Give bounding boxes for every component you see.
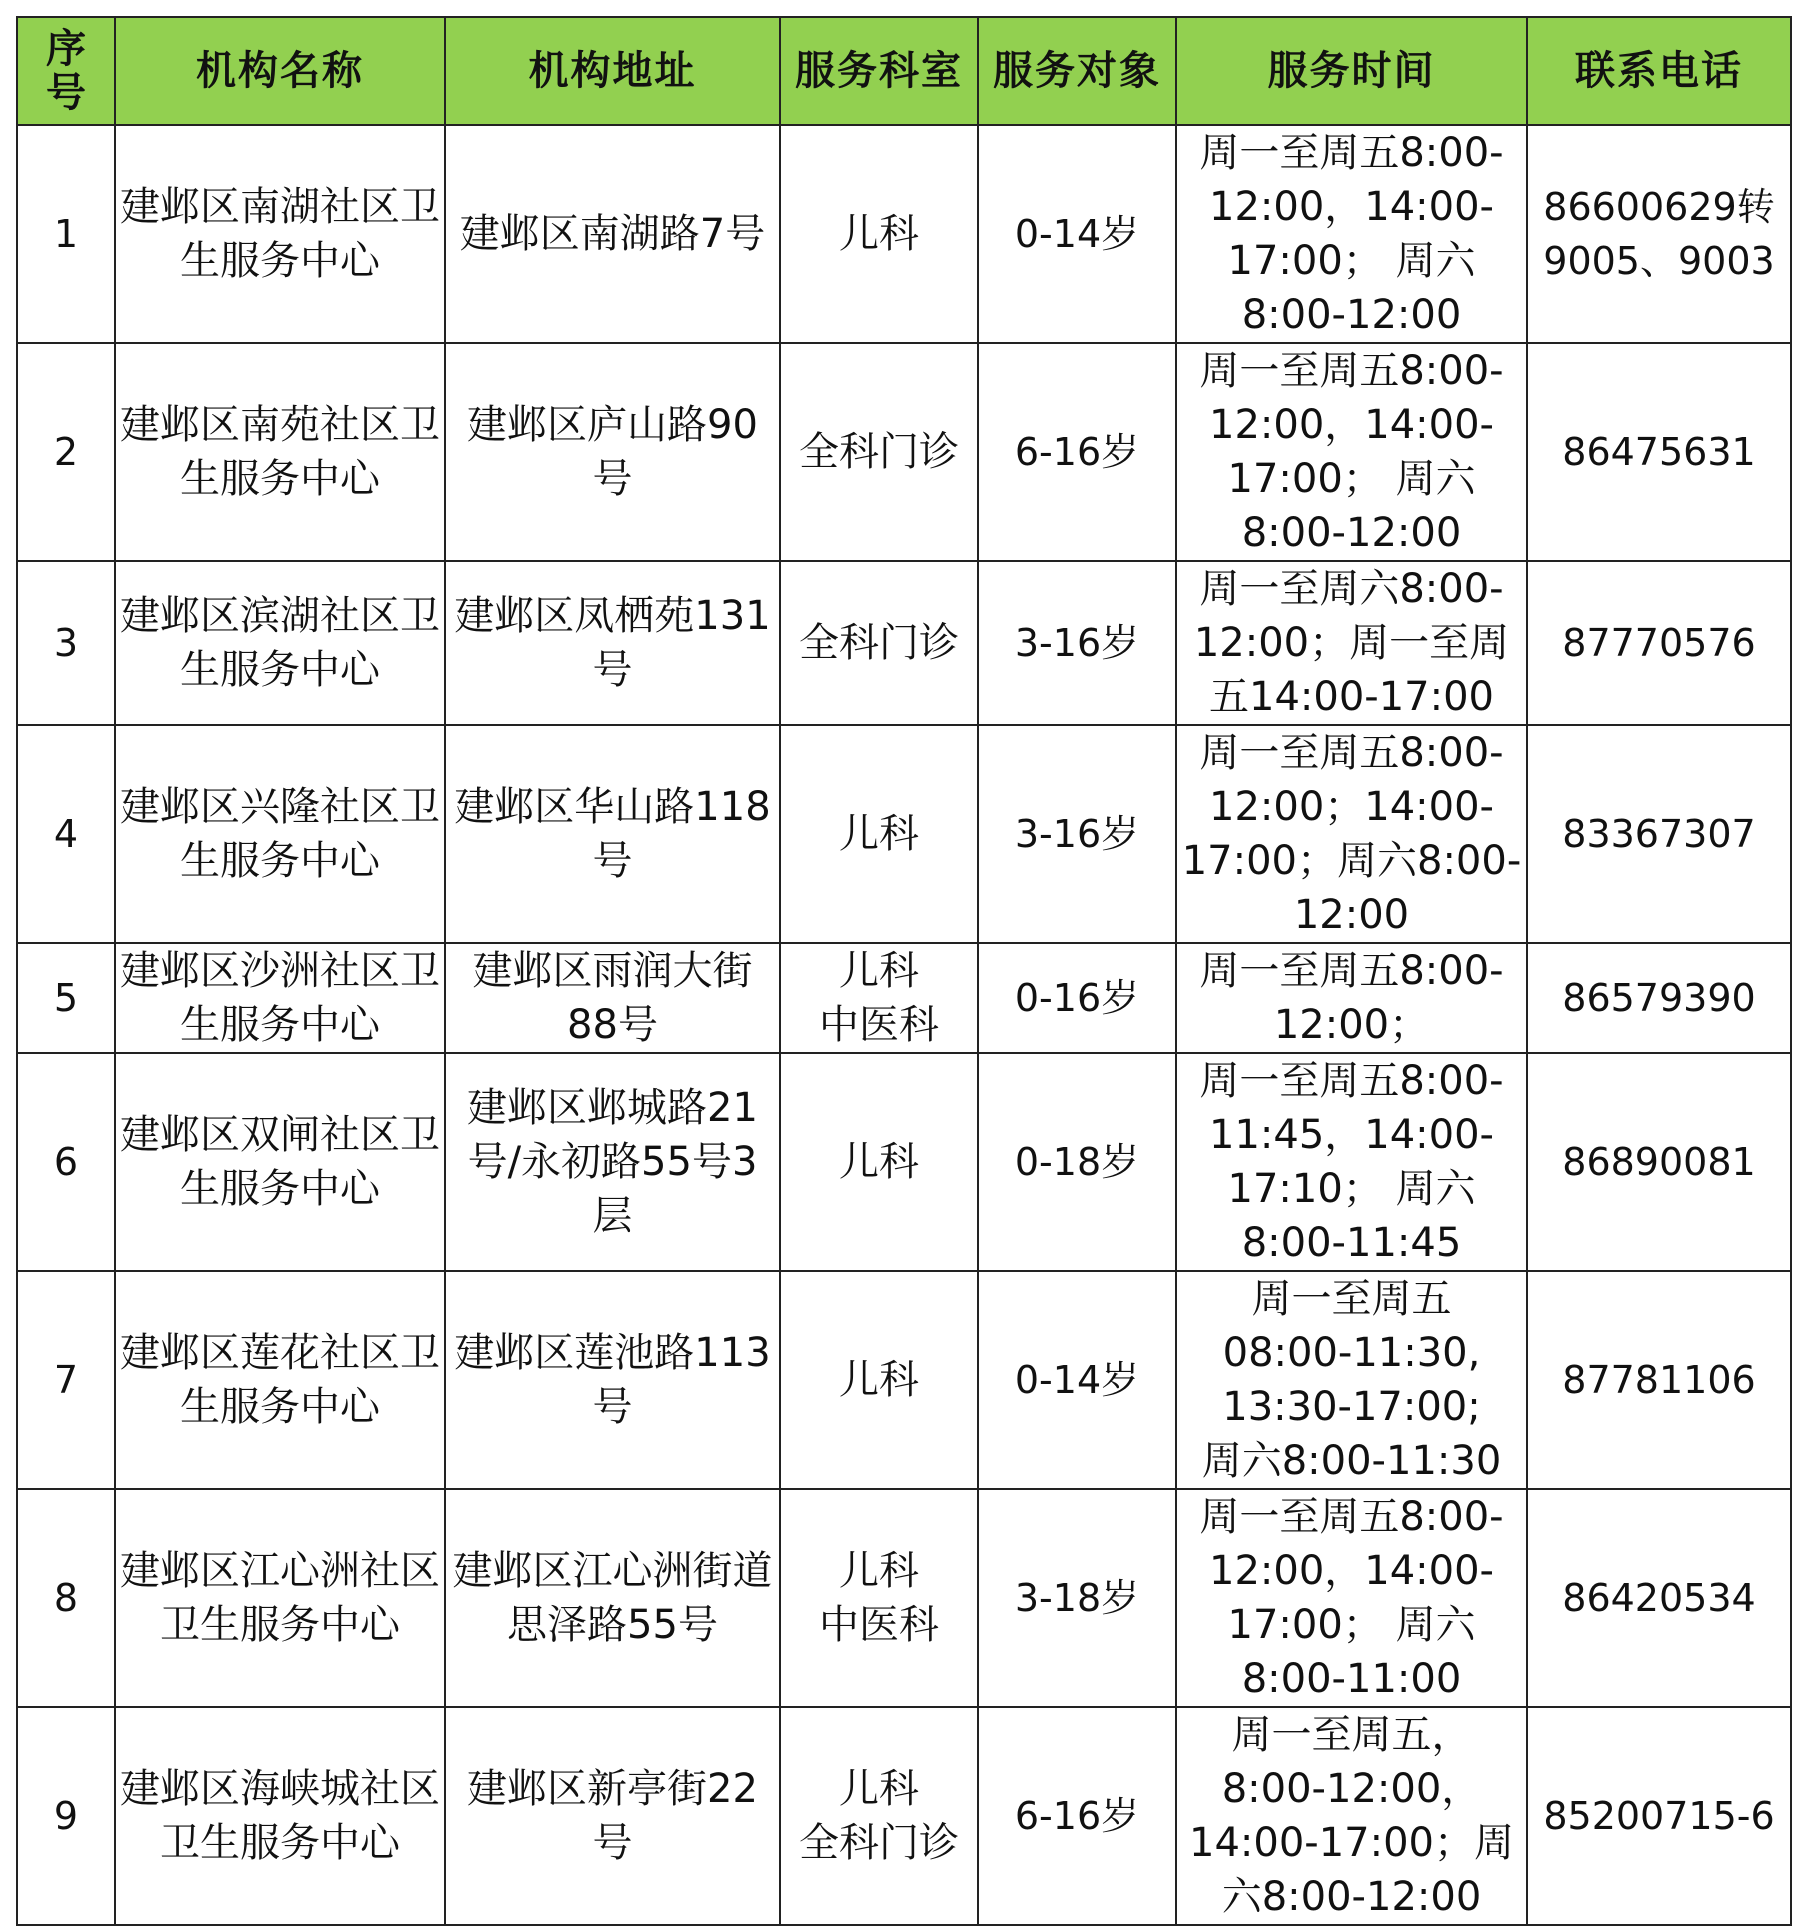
cell-target-text: 0-14岁 (1014, 212, 1140, 256)
cell-target (978, 1053, 1176, 1271)
cell-time-text: 周一至周五8:00-12:00； (1199, 948, 1504, 1048)
cell-address (445, 1707, 780, 1925)
cell-time-text: 周一至周五， 8:00-12:00， 14:00-17:00；周六8:00-12:00 (1189, 1712, 1514, 1920)
cell-seq (17, 1489, 115, 1707)
cell-department-text: 儿科 中医科 (819, 1548, 939, 1648)
cell-seq-text: 7 (53, 1358, 79, 1402)
cell-name (115, 725, 445, 943)
table-row (17, 725, 1791, 943)
cell-phone (1527, 561, 1791, 725)
cell-address (445, 343, 780, 561)
cell-name-text: 建邺区滨湖社区卫生服务中心 (120, 593, 440, 693)
cell-time (1176, 125, 1527, 343)
cell-department (780, 1489, 978, 1707)
cell-target (978, 125, 1176, 343)
cell-name (115, 1489, 445, 1707)
cell-time-text: 周一至周五8:00-12:00，14:00-17:00； 周六8:00-12:00 (1199, 130, 1504, 338)
cell-address-text: 建邺区江心洲街道思泽路55号 (452, 1548, 773, 1648)
cell-address-text: 建邺区雨润大街88号 (472, 948, 753, 1048)
cell-name-text: 建邺区兴隆社区卫生服务中心 (120, 784, 440, 884)
cell-target-text: 3-16岁 (1014, 621, 1140, 665)
cell-department-text: 儿科 (839, 811, 919, 857)
cell-target (978, 1707, 1176, 1925)
cell-name (115, 343, 445, 561)
cell-target (978, 343, 1176, 561)
header-address: 机构地址 (445, 17, 780, 125)
cell-name (115, 1707, 445, 1925)
cell-time (1176, 1707, 1527, 1925)
header-department: 服务科室 (780, 17, 978, 125)
cell-time-text: 周一至周六8:00-12:00；周一至周五14:00-17:00 (1193, 566, 1510, 720)
cell-name-text: 建邺区江心洲社区卫生服务中心 (120, 1548, 440, 1648)
cell-seq-text: 8 (53, 1576, 79, 1620)
table-row (17, 1489, 1791, 1707)
cell-seq-text: 2 (53, 430, 79, 474)
table-row (17, 1707, 1791, 1925)
table-row (17, 125, 1791, 343)
cell-target-text: 0-14岁 (1014, 1358, 1140, 1402)
cell-department-text: 儿科 全科门诊 (799, 1766, 959, 1866)
table-row (17, 561, 1791, 725)
cell-name-text: 建邺区海峡城社区卫生服务中心 (120, 1766, 440, 1866)
cell-address-text: 建邺区莲池路113号 (454, 1330, 771, 1430)
cell-address (445, 1053, 780, 1271)
cell-name-text: 建邺区莲花社区卫生服务中心 (120, 1330, 440, 1430)
cell-seq-text: 5 (53, 976, 79, 1020)
cell-name-text: 建邺区南苑社区卫生服务中心 (120, 402, 440, 502)
cell-time-text: 周一至周五8:00-11:45，14:00-17:10； 周六8:00-11:45 (1199, 1058, 1504, 1266)
cell-department-text: 全科门诊 (799, 429, 959, 475)
cell-seq-text: 9 (53, 1794, 79, 1838)
cell-seq (17, 343, 115, 561)
cell-department-text: 儿科 (839, 1357, 919, 1403)
cell-name-text: 建邺区南湖社区卫生服务中心 (120, 184, 440, 284)
cell-time (1176, 343, 1527, 561)
cell-name-text: 建邺区沙洲社区卫生服务中心 (120, 948, 440, 1048)
cell-time (1176, 725, 1527, 943)
cell-department (780, 343, 978, 561)
cell-target-text: 0-16岁 (1014, 976, 1140, 1020)
cell-name (115, 561, 445, 725)
cell-phone-text: 87781106 (1562, 1358, 1756, 1402)
cell-phone-text: 85200715-6 (1543, 1794, 1775, 1838)
cell-time-text: 周一至周五 08:00-11:30, 13:30-17:00; 周六8:00-11:30 (1201, 1276, 1502, 1484)
cell-seq (17, 725, 115, 943)
cell-department (780, 125, 978, 343)
cell-name-text: 建邺区双闸社区卫生服务中心 (120, 1112, 440, 1212)
cell-time (1176, 1053, 1527, 1271)
cell-seq (17, 1707, 115, 1925)
cell-address-text: 建邺区新亭街22号 (467, 1766, 758, 1866)
cell-seq (17, 1053, 115, 1271)
cell-address (445, 561, 780, 725)
cell-target (978, 943, 1176, 1053)
table-row (17, 1271, 1791, 1489)
cell-seq-text: 3 (53, 621, 79, 665)
cell-phone (1527, 1489, 1791, 1707)
cell-address-text: 建邺区南湖路7号 (459, 211, 766, 257)
cell-department-text: 全科门诊 (799, 620, 959, 666)
cell-target (978, 1489, 1176, 1707)
cell-seq (17, 561, 115, 725)
cell-seq (17, 943, 115, 1053)
table-row (17, 943, 1791, 1053)
cell-name (115, 1053, 445, 1271)
cell-department (780, 1707, 978, 1925)
header-target: 服务对象 (978, 17, 1176, 125)
header-row (17, 17, 1791, 125)
cell-phone-text: 86579390 (1562, 976, 1756, 1020)
cell-time (1176, 1271, 1527, 1489)
cell-department (780, 725, 978, 943)
cell-phone-text: 86420534 (1562, 1576, 1756, 1620)
cell-phone (1527, 343, 1791, 561)
cell-department (780, 1271, 978, 1489)
cell-phone-text: 86600629转9005、9003 (1543, 185, 1775, 283)
cell-target (978, 561, 1176, 725)
cell-phone (1527, 725, 1791, 943)
cell-seq-text: 4 (53, 812, 79, 856)
cell-department-text: 儿科 (839, 211, 919, 257)
cell-phone (1527, 125, 1791, 343)
cell-target-text: 6-16岁 (1014, 1794, 1140, 1838)
cell-name (115, 1271, 445, 1489)
cell-address-text: 建邺区凤栖苑131号 (454, 593, 771, 693)
header-time: 服务时间 (1176, 17, 1527, 125)
cell-department (780, 1053, 978, 1271)
cell-phone-text: 86475631 (1562, 430, 1756, 474)
cell-seq-text: 1 (53, 212, 79, 256)
cell-phone (1527, 1707, 1791, 1925)
cell-phone (1527, 943, 1791, 1053)
cell-time (1176, 1489, 1527, 1707)
clinic-table (16, 16, 1792, 1926)
cell-time-text: 周一至周五8:00-12:00，14:00-17:00； 周六8:00-11:00 (1199, 1494, 1504, 1702)
cell-target-text: 0-18岁 (1014, 1140, 1140, 1184)
cell-department-text: 儿科 中医科 (819, 948, 939, 1048)
cell-department (780, 943, 978, 1053)
cell-phone (1527, 1053, 1791, 1271)
cell-address-text: 建邺区华山路118号 (454, 784, 771, 884)
header-name: 机构名称 (115, 17, 445, 125)
table-row (17, 343, 1791, 561)
header-seq: 序号 (17, 17, 115, 125)
cell-address (445, 725, 780, 943)
cell-department-text: 儿科 (839, 1139, 919, 1185)
cell-time (1176, 561, 1527, 725)
header-phone: 联系电话 (1527, 17, 1791, 125)
cell-time (1176, 943, 1527, 1053)
cell-phone (1527, 1271, 1791, 1489)
cell-address (445, 125, 780, 343)
cell-phone-text: 83367307 (1562, 812, 1756, 856)
cell-seq (17, 125, 115, 343)
cell-time-text: 周一至周五8:00-12:00，14:00-17:00； 周六8:00-12:00 (1199, 348, 1504, 556)
cell-seq (17, 1271, 115, 1489)
cell-phone-text: 87770576 (1562, 621, 1756, 665)
cell-target-text: 6-16岁 (1014, 430, 1140, 474)
cell-name (115, 125, 445, 343)
table-row (17, 1053, 1791, 1271)
cell-target (978, 725, 1176, 943)
cell-target-text: 3-18岁 (1014, 1576, 1140, 1620)
cell-address (445, 1271, 780, 1489)
cell-time-text: 周一至周五8:00-12:00；14:00-17:00；周六8:00-12:00 (1181, 730, 1522, 938)
cell-target-text: 3-16岁 (1014, 812, 1140, 856)
cell-seq-text: 6 (53, 1140, 79, 1184)
cell-address-text: 建邺区庐山路90号 (467, 402, 758, 502)
cell-department (780, 561, 978, 725)
cell-address (445, 943, 780, 1053)
cell-target (978, 1271, 1176, 1489)
cell-name (115, 943, 445, 1053)
cell-address (445, 1489, 780, 1707)
cell-phone-text: 86890081 (1562, 1140, 1756, 1184)
cell-address-text: 建邺区邺城路21号/永初路55号3层 (467, 1085, 758, 1239)
